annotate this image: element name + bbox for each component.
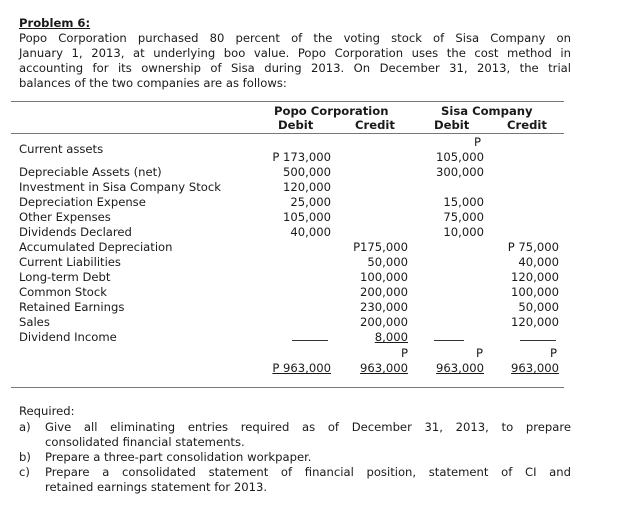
row-label: Dividend Income <box>19 330 117 344</box>
sisa-debit-header: Debit <box>434 118 470 132</box>
popo-credit-cell: P175,000 <box>353 240 408 254</box>
popo-credit-cell: 100,000 <box>360 270 408 284</box>
sisa-credit-cell: 120,000 <box>511 270 559 284</box>
popo-debit-cell: P 173,000 <box>272 150 331 164</box>
sisa-credit-cell: 100,000 <box>511 285 559 299</box>
row-label: Investment in Sisa Company Stock <box>19 180 221 194</box>
header-rule <box>11 133 564 134</box>
sisa-credit-total-line <box>520 340 556 341</box>
row-label: Other Expenses <box>19 210 111 224</box>
popo-debit-cell: 25,000 <box>290 195 331 209</box>
item-label: b) <box>19 450 31 464</box>
row-label: Depreciable Assets (net) <box>19 165 162 179</box>
paragraph-line: January 1, 2013, at underlying boo value. Popo Corporation uses the cost method in <box>19 46 571 60</box>
sisa-credit-cell: 40,000 <box>518 255 559 269</box>
popo-debit-total-line <box>292 340 328 341</box>
popo-credit-cell: 230,000 <box>360 300 408 314</box>
item-text-line: Prepare a three-part consolidation workpaper. <box>45 450 312 464</box>
sisa-debit-cell: 300,000 <box>436 165 484 179</box>
paragraph-line: balances of the two companies are as follows: <box>19 76 287 90</box>
sisa-credit-cell: 50,000 <box>518 300 559 314</box>
popo-credit-cell: 8,000 <box>374 330 408 344</box>
row-label: Retained Earnings <box>19 300 125 314</box>
row-label: Depreciation Expense <box>19 195 146 209</box>
required-item-a <box>19 420 571 450</box>
sisa-credit-total-currency: P <box>550 346 557 360</box>
paragraph-line: accounting for its ownership of Sisa during 2013. On December 31, 2013, the trial <box>19 61 571 75</box>
popo-credit-header: Credit <box>355 118 395 132</box>
sisa-debit-cell: 15,000 <box>443 195 484 209</box>
sisa-credit-cell: 120,000 <box>511 315 559 329</box>
sisa-credit-cell: P 75,000 <box>507 240 559 254</box>
popo-credit-cell: 200,000 <box>360 285 408 299</box>
row-label: Current Liabilities <box>19 255 121 269</box>
required-item-c <box>19 465 571 495</box>
sisa-debit-total-currency: P <box>476 346 483 360</box>
problem-paragraph <box>19 31 571 91</box>
row-label: Sales <box>19 315 50 329</box>
row-label: Current assets <box>19 142 104 156</box>
item-text-line: Give all eliminating entries required as of December 31, 2013, to prepare <box>45 420 571 434</box>
item-text-line: consolidated financial statements. <box>45 435 245 449</box>
sisa-credit-header: Credit <box>507 118 547 132</box>
problem-title: Problem 6: <box>19 16 91 30</box>
row-label: Dividends Declared <box>19 225 132 239</box>
paragraph-line: Popo Corporation purchased 80 percent of the voting stock of Sisa Company on <box>19 31 571 45</box>
row-label: Accumulated Depreciation <box>19 240 173 254</box>
sisa-credit-total: 963,000 <box>511 361 559 375</box>
popo-debit-cell: 500,000 <box>283 165 331 179</box>
required-item-b <box>19 450 571 465</box>
popo-credit-cell: 50,000 <box>367 255 408 269</box>
row-label: Long-term Debt <box>19 270 111 284</box>
popo-header: Popo Corporation <box>274 104 389 118</box>
popo-debit-cell: 105,000 <box>283 210 331 224</box>
sisa-debit-cell: 105,000 <box>436 150 484 164</box>
item-label: c) <box>19 465 30 479</box>
row-label: Common Stock <box>19 285 107 299</box>
popo-debit-total: P 963,000 <box>272 361 331 375</box>
sisa-debit-cell: 10,000 <box>443 225 484 239</box>
sisa-debit-total: 963,000 <box>436 361 484 375</box>
popo-credit-total-currency: P <box>401 346 408 360</box>
required-list <box>19 420 571 495</box>
popo-debit-header: Debit <box>278 118 314 132</box>
item-text-line: Prepare a consolidated statement of financial position, statement of CI and <box>45 465 571 479</box>
popo-credit-total: 963,000 <box>360 361 408 375</box>
sisa-debit-total-line <box>434 340 464 341</box>
popo-debit-cell: 120,000 <box>283 180 331 194</box>
required-heading: Required: <box>19 404 75 418</box>
item-label: a) <box>19 420 31 434</box>
sisa-header: Sisa Company <box>441 104 533 118</box>
sisa-debit-currency: P <box>474 135 481 149</box>
sisa-debit-cell: 75,000 <box>443 210 484 224</box>
item-text-line: retained earnings statement for 2013. <box>45 480 268 494</box>
popo-debit-cell: 40,000 <box>290 225 331 239</box>
table-top-rule <box>11 101 564 102</box>
table-bottom-rule <box>11 387 564 388</box>
popo-credit-cell: 200,000 <box>360 315 408 329</box>
